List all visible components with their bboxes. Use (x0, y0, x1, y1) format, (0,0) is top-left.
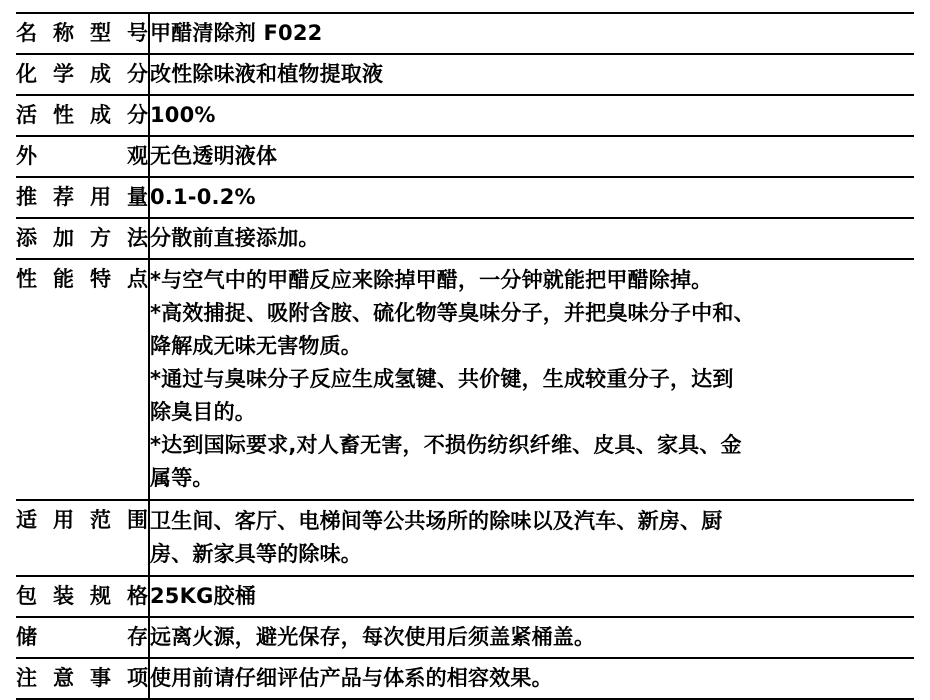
row-label-chemical-composition: 化学成分 (16, 54, 149, 95)
value-line: 降解成无味无害物质。 (150, 334, 362, 358)
row-label-adding-method: 添加方法 (16, 218, 149, 259)
value-line: *与空气中的甲醋反应来除掉甲醋，一分钟就能把甲醋除掉。 (150, 268, 713, 292)
spec-table-body (16, 13, 914, 699)
table-row (16, 54, 914, 95)
row-value-storage (149, 617, 914, 658)
value-line: 分散前直接添加。 (150, 226, 320, 250)
row-value-packaging (149, 576, 914, 617)
row-value-name-model (149, 13, 914, 54)
row-value-precautions (149, 658, 914, 699)
row-value-chemical-composition (149, 54, 914, 95)
row-value-performance-features (149, 259, 914, 500)
table-row (16, 218, 914, 259)
value-line: *通过与臭味分子反应生成氢键、共价键，生成较重分子，达到 (150, 367, 734, 391)
value-line: *高效捕捉、吸附含胺、硫化物等臭味分子，并把臭味分子中和、 (150, 301, 755, 325)
value-line: 无色透明液体 (150, 144, 278, 168)
value-line: *达到国际要求,对人畜无害，不损伤纺织纤维、皮具、家具、金 (150, 433, 742, 457)
row-label-storage: 储 存 (16, 617, 149, 658)
table-row (16, 576, 914, 617)
value-line: 除臭目的。 (150, 400, 256, 424)
value-line: 使用前请仔细评估产品与体系的相容效果。 (150, 666, 553, 690)
value-line: 房、新家具等的除味。 (150, 542, 362, 566)
row-value-adding-method (149, 218, 914, 259)
row-label-packaging: 包装规格 (16, 576, 149, 617)
value-line: 卫生间、客厅、电梯间等公共场所的除味以及汽车、新房、厨 (150, 509, 723, 533)
table-row (16, 136, 914, 177)
value-line: 远离火源，避光保存，每次使用后须盖紧桶盖。 (150, 625, 596, 649)
value-line: 甲醋清除剂 F022 (150, 21, 323, 45)
value-line: 属等。 (150, 466, 214, 490)
row-label-recommended-dosage: 推荐用量 (16, 177, 149, 218)
row-value-active-ingredient (149, 95, 914, 136)
value-line: 25KG胶桶 (150, 584, 256, 608)
row-value-appearance (149, 136, 914, 177)
table-row (16, 259, 914, 500)
row-label-performance-features: 性能特点 (16, 259, 149, 500)
spec-table (16, 12, 914, 700)
table-row (16, 617, 914, 658)
row-label-precautions: 注意事项 (16, 658, 149, 699)
row-value-application-scope (149, 500, 914, 576)
table-row (16, 658, 914, 699)
value-line: 0.1-0.2% (150, 185, 256, 209)
value-line: 改性除味液和植物提取液 (150, 62, 384, 86)
row-label-name-model: 名称型号 (16, 13, 149, 54)
table-row (16, 95, 914, 136)
value-line: 100% (150, 103, 216, 127)
table-row (16, 13, 914, 54)
table-row (16, 500, 914, 576)
row-label-appearance: 外 观 (16, 136, 149, 177)
row-label-application-scope: 适用范围 (16, 500, 149, 576)
row-label-active-ingredient: 活性成分 (16, 95, 149, 136)
row-value-recommended-dosage (149, 177, 914, 218)
table-row (16, 177, 914, 218)
